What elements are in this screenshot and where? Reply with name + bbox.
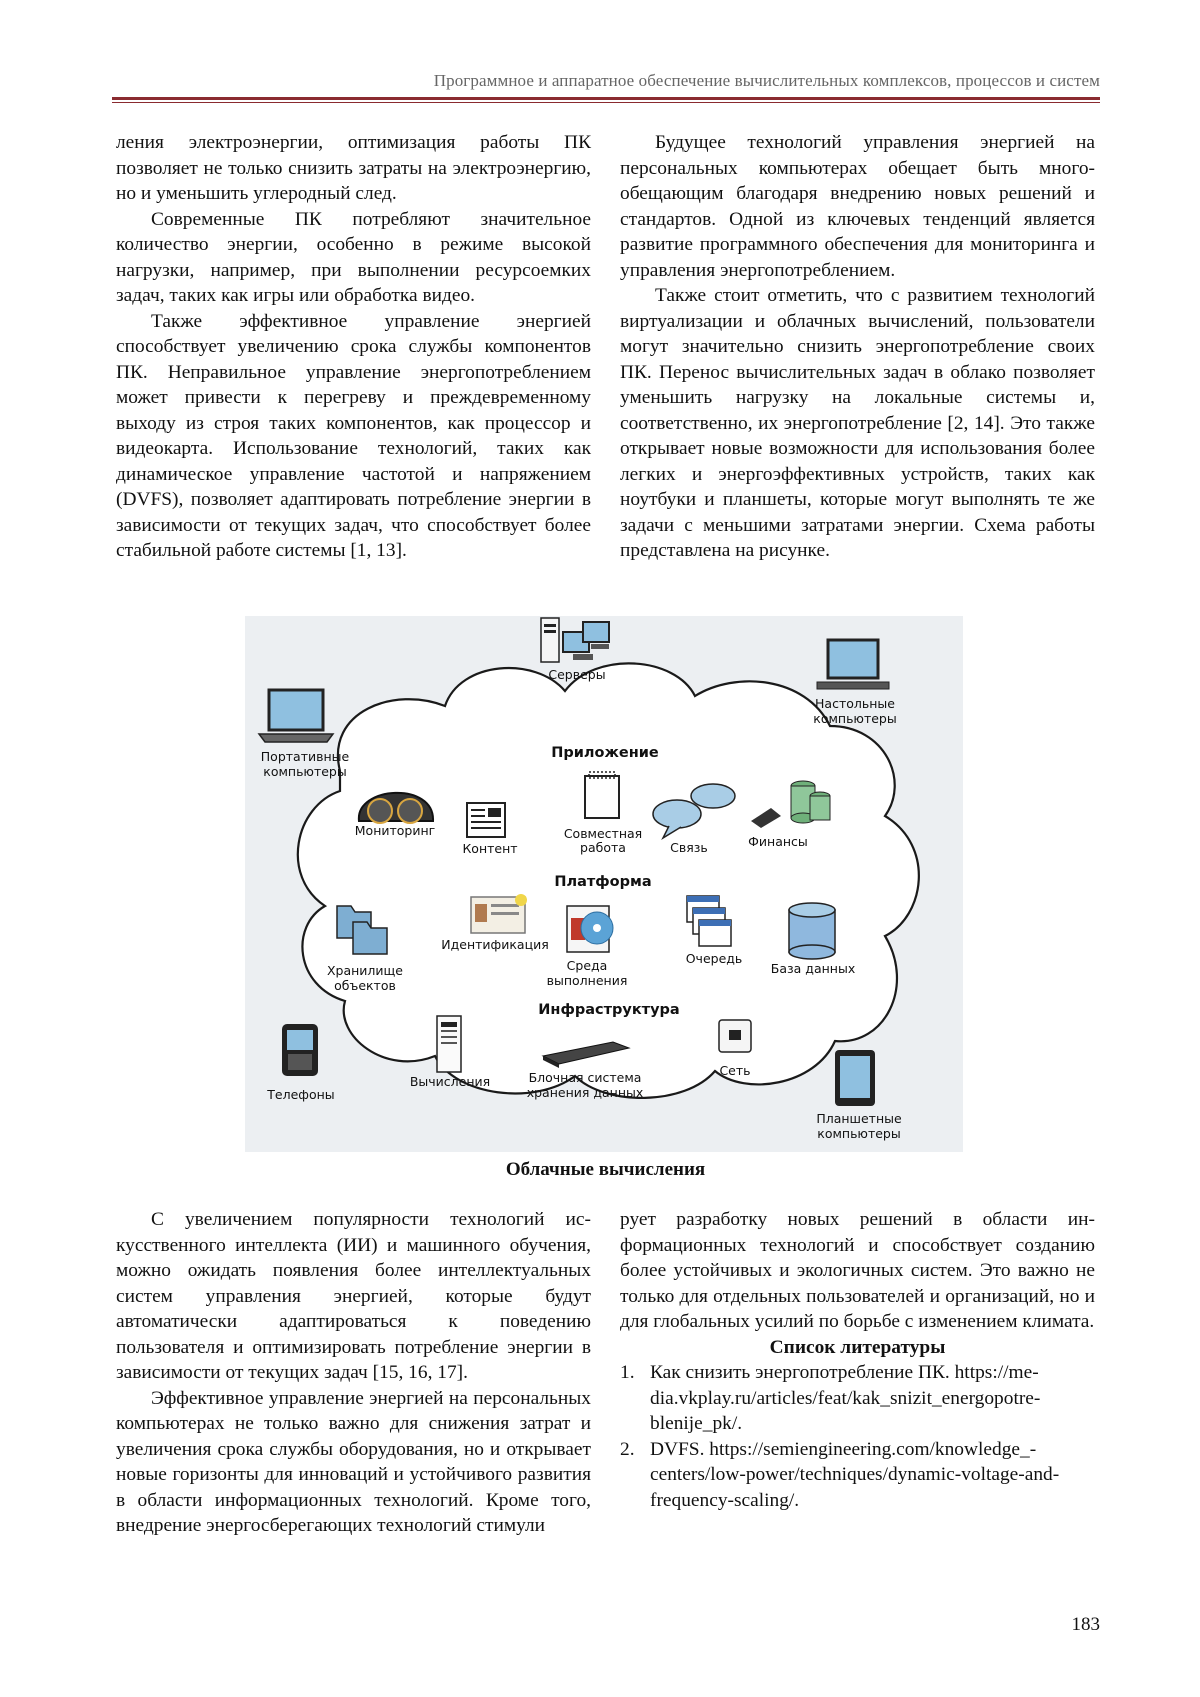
label-compute: Вычисления [409, 1074, 491, 1089]
running-header: Программное и аппаратное обеспечение вычислительных комплексов, процессов и систем [433, 71, 1100, 90]
label-laptops-2: компьютеры [263, 764, 347, 779]
figure-caption: Облачные вычисления [505, 1159, 706, 1180]
paragraph: С увеличением популярности технологий искусственного интеллекта (ИИ) и машинного обучения, можно ожидать появления более интеллектуальных систем управления энергией, которые будут автоматически адаптироваться к поведению пользователя и оптимизировать потребление энергии в зависимости от текущих задач [15, 16, 17]. [116, 1209, 591, 1383]
label-queue: Очередь [685, 951, 743, 966]
label-database: База данных [770, 961, 856, 976]
label-tablets-1: Планшетные [816, 1111, 902, 1126]
reference-number: 1. [620, 1362, 635, 1383]
label-finance: Финансы [748, 834, 808, 849]
label-storage-1: Хранилище [326, 963, 404, 978]
servers-icon [541, 618, 609, 662]
label-runtime-1: Среда [566, 958, 608, 973]
laptop-icon [259, 690, 333, 742]
label-application: Приложение [551, 745, 659, 761]
reference-text: DVFS. https://semiengineering.com/knowledge_centers/low-power/techniques/dynamic-voltage-and-frequency-scaling/. [650, 1438, 1060, 1511]
tablet-icon [835, 1050, 875, 1106]
left-column-bottom [116, 1207, 591, 1539]
content-icon [467, 803, 505, 837]
reference-item [620, 1437, 1095, 1514]
compute-server-icon [437, 1016, 461, 1072]
label-monitoring: Мониторинг [354, 823, 436, 838]
label-block-1: Блочная система [528, 1070, 642, 1085]
label-tablets-2: компьютеры [817, 1126, 901, 1141]
label-runtime-2: выполнения [546, 973, 628, 988]
label-content: Контент [462, 841, 518, 856]
right-column-bottom [620, 1207, 1095, 1513]
paragraph: рует разработку новых решений в области информационных технологий и способствует созданию более устойчивых и экологичных систем. Это важно не только для отдельных пользователей и организаций, но и для глобальных усилий по борьбе с изменением климата. [620, 1209, 1095, 1332]
label-collab-1: Совместная [563, 826, 643, 841]
id-card-icon [471, 894, 527, 933]
label-infrastructure: Инфраструктура [538, 1002, 680, 1018]
runtime-disc-icon [567, 906, 613, 952]
paragraph: ления электроэнергии, оптимизация работы ПК позволяет не только снизить затраты на электроэнергию, но и уменьшить углеродный след. [116, 132, 591, 204]
label-storage-2: объектов [334, 978, 396, 993]
phone-icon [282, 1024, 318, 1076]
header-rule-thick [112, 97, 1100, 100]
paragraph: Также стоит отметить, что с развитием технологий виртуализации и облачных вычислений, пользователи могут значительно снизить энергопотребление своих ПК. Перенос вычислительных задач в облако позволяет уменьшить нагрузку на локальные системы и, соответственно, их энергопотребление [2, 14]. Это также открывает новые возможности для использования более легких и энергоэффективных устройств, таких как ноутбуки и планшеты, которые могут выполнять те же задачи с меньшими затратами энергии. Схема работы представлена на рисунке. [620, 285, 1095, 561]
label-desktops-1: Настольные [815, 696, 895, 711]
label-identity: Идентификация [441, 937, 549, 952]
collaboration-icon [585, 772, 619, 818]
label-servers: Серверы [548, 667, 606, 682]
paragraph: Эффективное управление энергией на персональных компьютерах не только важно для снижения затрат и увеличения срока службы оборудования, но и открывает новые горизонты для инноваций и устойчивого развития в области информационных технологий. Кроме того, внедрение энергосберегающих технологий стимули [116, 1387, 591, 1536]
label-phones: Телефоны [267, 1087, 335, 1102]
network-socket-icon [719, 1020, 751, 1052]
right-column-top [620, 130, 1095, 564]
label-collab-2: работа [580, 840, 626, 855]
label-platform: Платформа [554, 874, 652, 890]
label-network: Сеть [719, 1063, 751, 1078]
label-communication: Связь [670, 840, 708, 855]
reference-text: Как снизить энергопотребление ПК. https://media.vkplay.ru/articles/feat/kak_snizit_energopotreblenije_pk/. [650, 1362, 1041, 1434]
label-block-2: хранения данных [526, 1085, 644, 1100]
page-number: 183 [1071, 1614, 1100, 1635]
cloud-computing-figure [245, 616, 963, 1152]
references-title: Список литературы [769, 1336, 946, 1358]
paragraph: Также эффективное управление энергией способствует увеличению срока службы компонентов ПК. Неправильное управление энергопотреблением может привести к перегреву и преждевременному выходу из строя таких компонентов, как процессор и видеокарта. Использование технологий, таких как динамическое управление частотой и напряжением (DVFS), позволяет адаптировать потребление энергии в зависимости от текущих задач, что способствует более стабильной работе системы [1, 13]. [116, 310, 591, 561]
reference-number: 2. [620, 1438, 635, 1460]
header-rule-thin [112, 102, 1100, 103]
paragraph: Современные ПК потребляют значительное количество энергии, особенно в режиме высокой нагрузки, например, при выполнении ресурсоемких задач, таких как игры или обработка видео. [116, 208, 591, 306]
desktop-icon [817, 640, 889, 689]
paragraph: Будущее технологий управления энергией на персональных компьютерах обещает быть многообещающим благодаря внедрению новых решений и стандартов. Одной из ключевых тенденций является развитие программного обеспечения для мониторинга и управления энергопотреблением. [620, 132, 1095, 281]
reference-item [620, 1360, 1095, 1437]
left-column-top [116, 130, 591, 564]
label-laptops-1: Портативные [260, 749, 350, 764]
label-desktops-2: компьютеры [813, 711, 897, 726]
database-icon [789, 903, 835, 959]
